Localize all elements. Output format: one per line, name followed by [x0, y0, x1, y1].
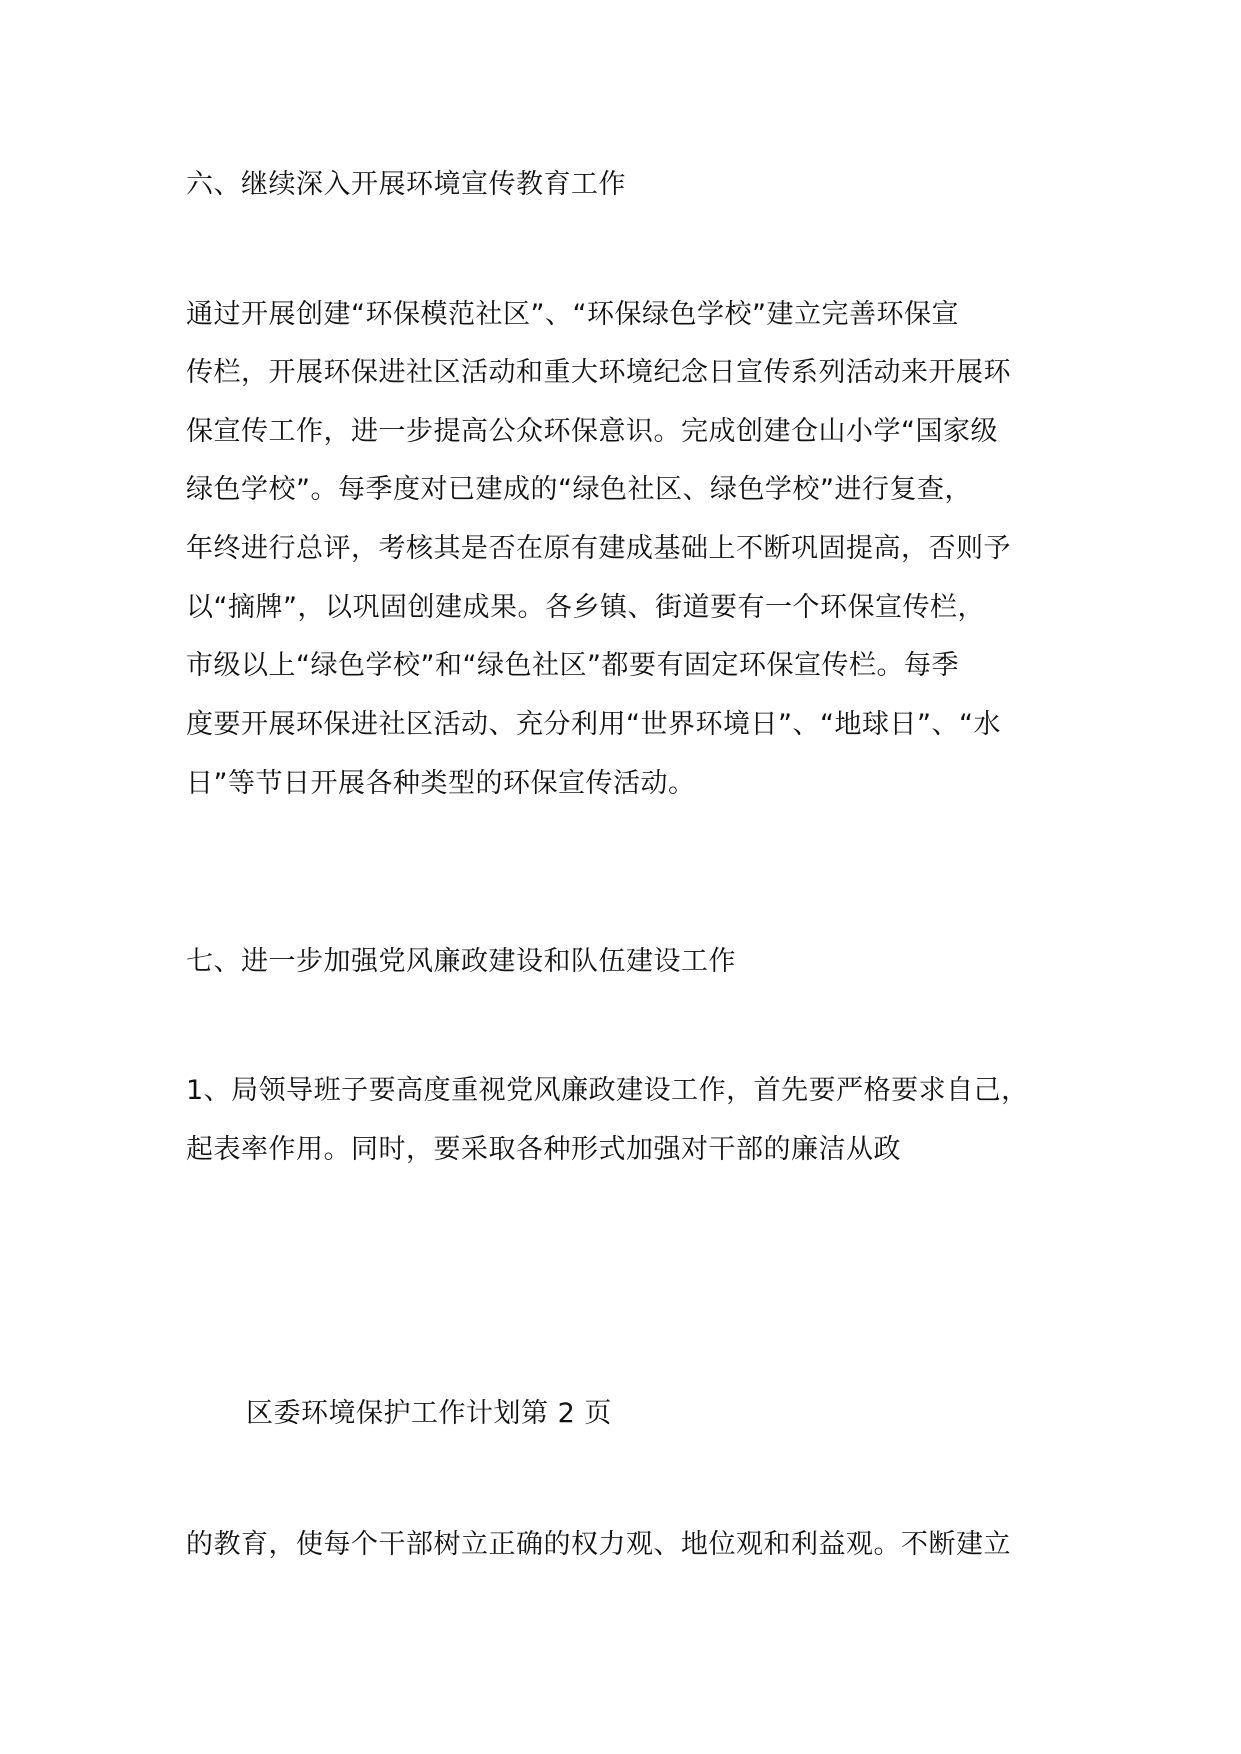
section-6-line-9: 日”等节日开展各种类型的环保宣传活动。 [186, 768, 696, 799]
page-footer-title: 区委环境保护工作计划第 2 页 [246, 1398, 612, 1429]
section-7-heading: 七、进一步加强党风廉政建设和队伍建设工作 [186, 946, 736, 977]
section-7-line-1: 1、局领导班子要高度重视党风廉政建设工作，首先要严格要求自己， [186, 1075, 1029, 1106]
continuation-line: 的教育，使每个干部树立正确的权力观、地位观和利益观。不断建立 [186, 1529, 1011, 1560]
section-7-line-2: 起表率作用。同时，要采取各种形式加强对干部的廉洁从政 [186, 1134, 901, 1165]
section-6-heading: 六、继续深入开展环境宣传教育工作 [186, 169, 626, 200]
section-6-line-8: 度要开展环保进社区活动、充分利用“世界环境日”、“地球日”、“水 [186, 709, 1001, 740]
section-6-line-2: 传栏，开展环保进社区活动和重大环境纪念日宣传系列活动来开展环 [186, 357, 1011, 388]
section-6-line-1: 通过开展创建“环保模范社区”、“环保绿色学校”建立完善环保宣 [186, 299, 959, 330]
section-6-line-5: 年终进行总评，考核其是否在原有建成基础上不断巩固提高，否则予 [186, 533, 1011, 564]
section-6-line-4: 绿色学校”。每季度对已建成的“绿色社区、绿色学校”进行复查， [186, 474, 972, 505]
section-6-line-3: 保宣传工作，进一步提高公众环保意识。完成创建仓山小学“国家级 [186, 416, 998, 447]
section-6-line-6: 以“摘牌”，以巩固创建成果。各乡镇、街道要有一个环保宣传栏， [186, 592, 985, 623]
section-6-line-7: 市级以上“绿色学校”和“绿色社区”都要有固定环保宣传栏。每季 [186, 650, 959, 681]
